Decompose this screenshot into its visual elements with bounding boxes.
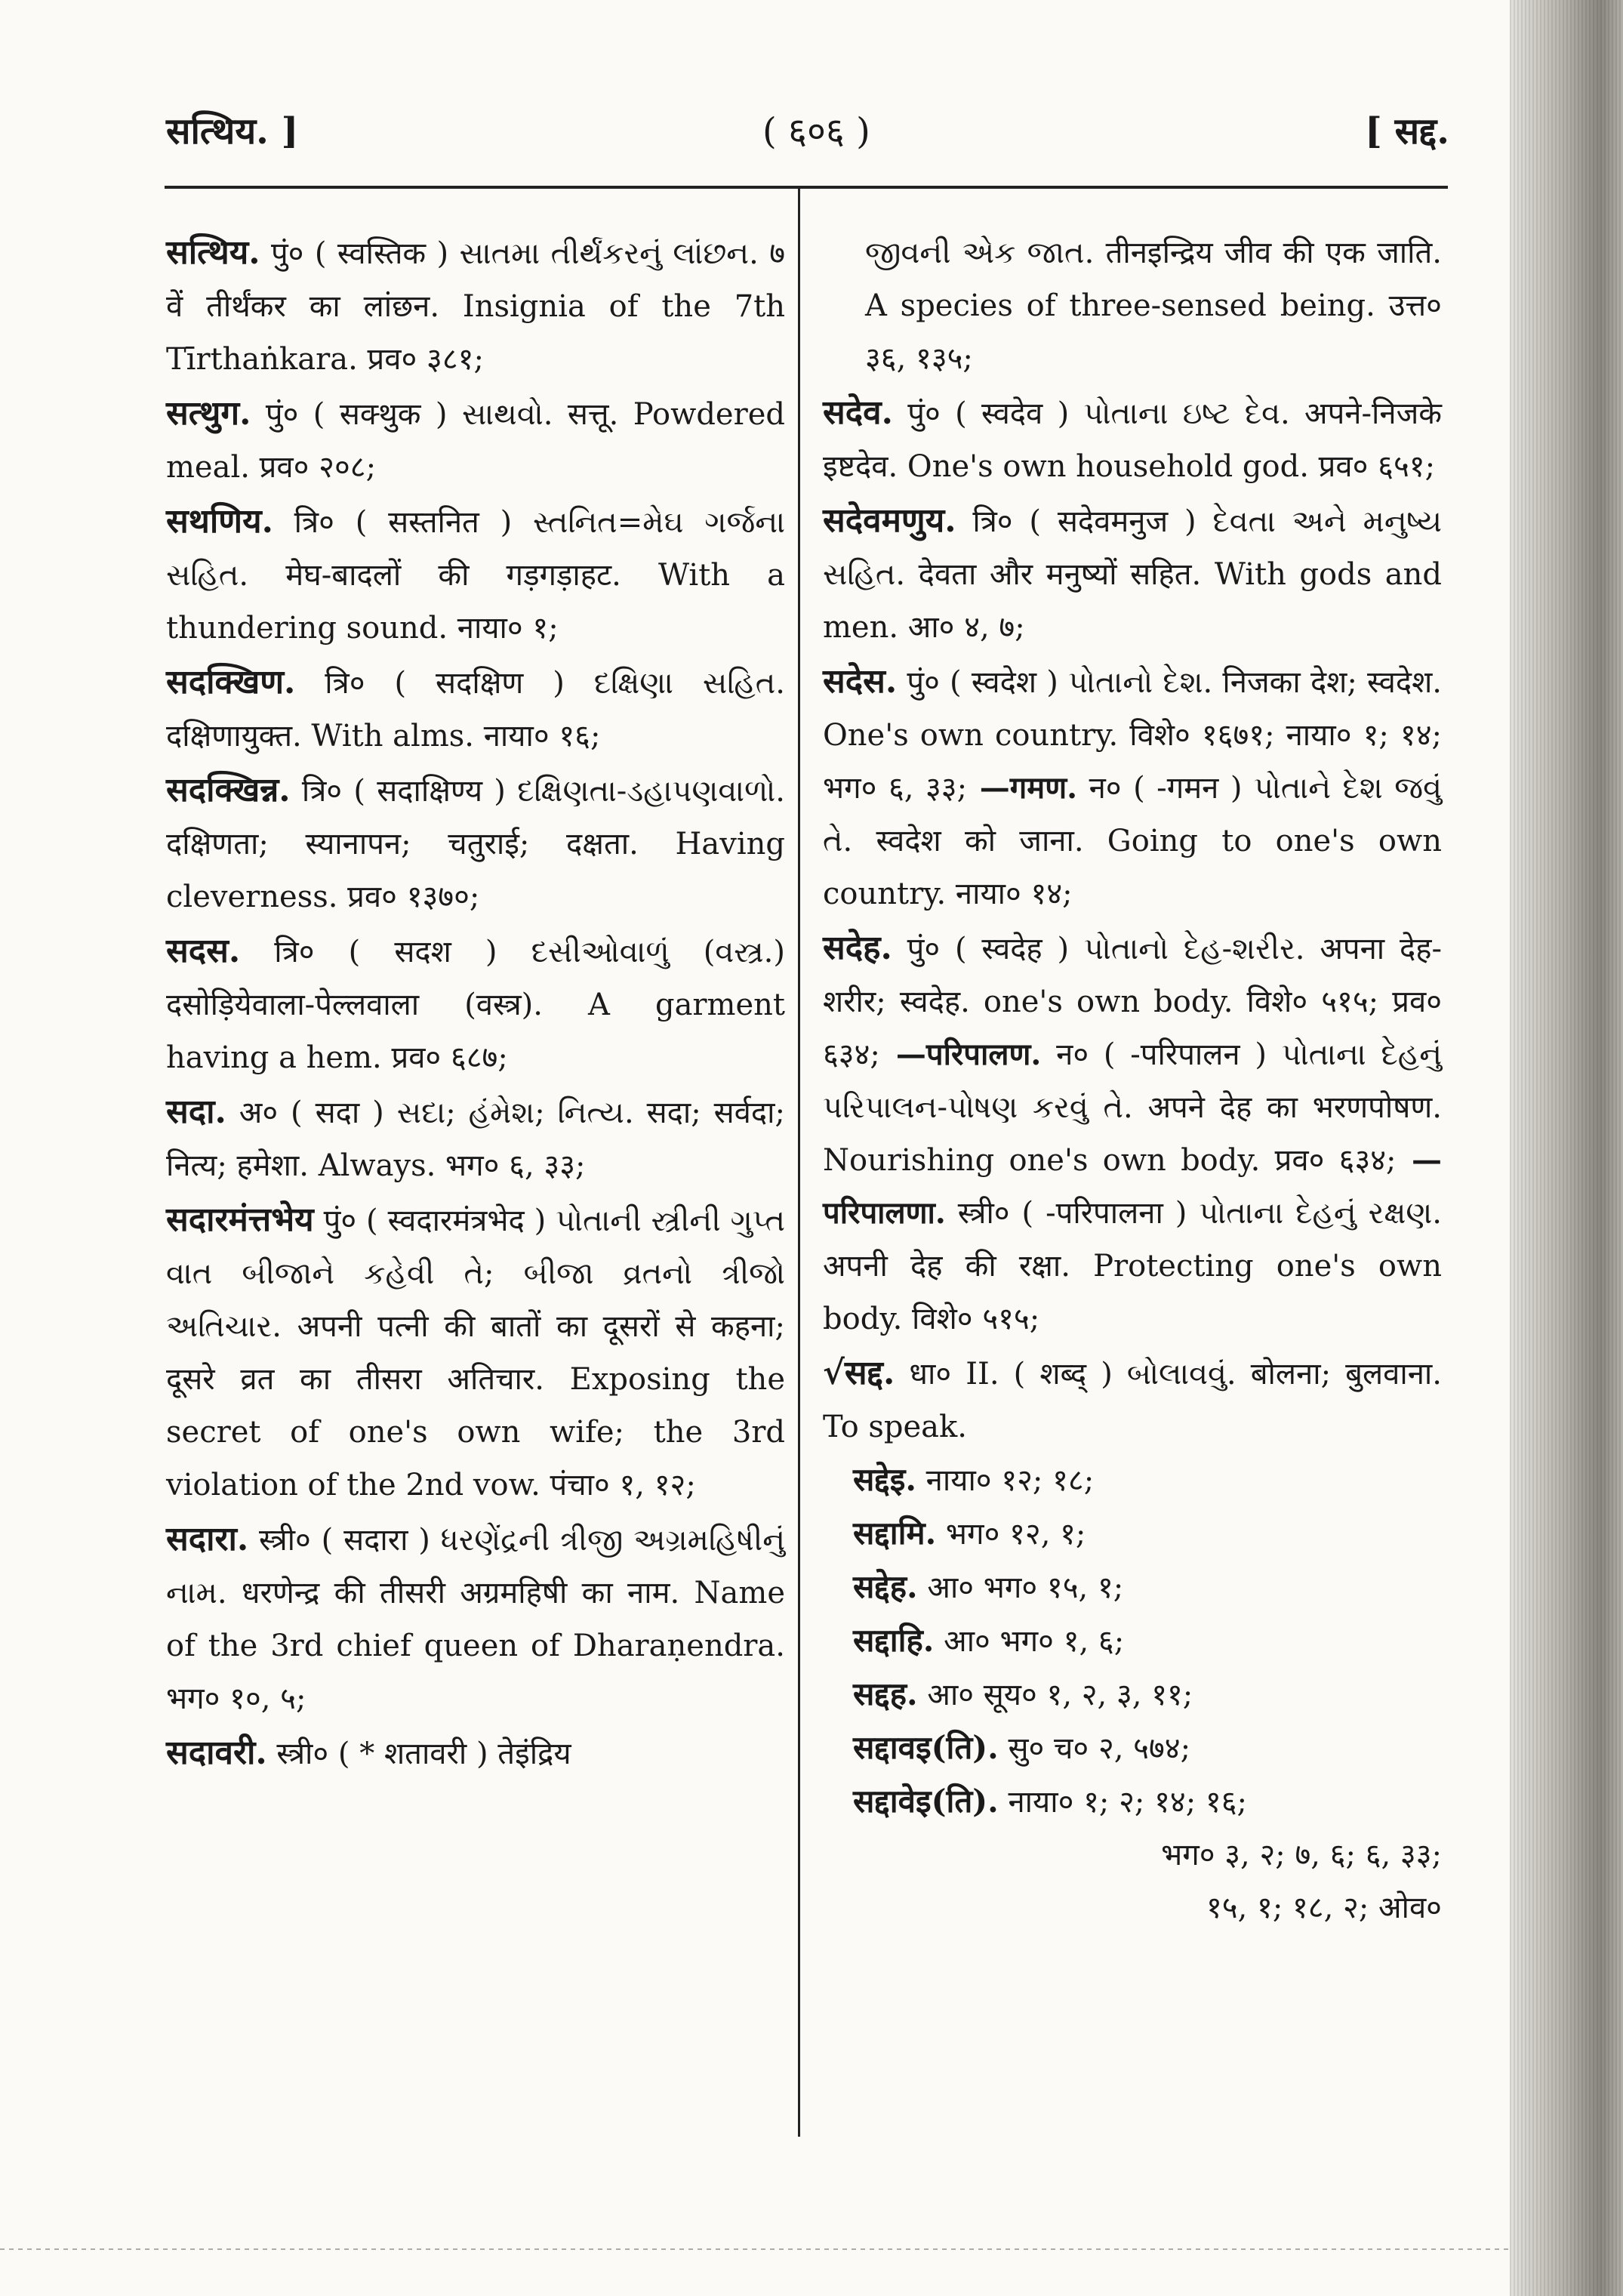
- verb-form: [823, 1507, 1442, 1561]
- dictionary-entry: [166, 1513, 785, 1725]
- form-refs: नाया० १; २; १४; १६;: [998, 1785, 1247, 1820]
- entry-body: त्रि० ( सदक्षिण ) દક્ષિણા સહિત. दक्षिणायुक्त. With alms. नाया० १६;: [166, 666, 785, 754]
- dictionary-entry: [166, 1086, 785, 1192]
- form-headword: सद्दाहि.: [853, 1622, 935, 1659]
- entry-continuation: જીવની એક જાત. तीनइन्द्रिय जीव की एक जाति. A species of three-sensed being. उत्त० ३६, १३५;: [865, 236, 1442, 376]
- sub-entry-body: न० ( -परिपालन ) પોતાના દેહનું પરિપાલન-પોષણ કરવું તે. अपने देह का भरणपोषण. Nourishing one's own body. प्रव० ६३४;: [823, 1037, 1442, 1178]
- header-right-catchword: [ सद्द.: [1365, 110, 1449, 153]
- entry-body: पुं० ( स्वदारमंत्रभेद ) પોતાની સ્ત્રીની ગુપ્ત વાત બીજાને કહેવી તે; બીજા વ્રતનો ત્રીજો અતિચાર. अपनी पत्नी की बातों का दूसरों से कहना; दूसरे व्रत का तीसरा अतिचार. Exposing the secret of one's own wife; the 3rd violation of the 2nd vow. पंचा० १, १२;: [166, 1203, 785, 1502]
- form-headword: सद्दह.: [853, 1675, 918, 1712]
- dictionary-entry: [823, 387, 1442, 493]
- dictionary-entry: [823, 922, 1442, 1345]
- dictionary-entry: [823, 495, 1442, 654]
- dictionary-entry: [166, 1194, 785, 1512]
- entry-body: पुं० ( स्वस्तिक ) સાતમા તીર્થંકરનું લાંછન. ७ वें तीर्थंकर का लांछन. Insignia of the 7th Tīrthaṅkara. प्रव० ३८१;: [166, 236, 785, 377]
- headword: सदक्खिन्न.: [166, 771, 291, 809]
- form-refs-continued: १५, १; १८, २; ओव०: [1206, 1891, 1442, 1925]
- headword: सदक्खिण.: [166, 663, 296, 701]
- entry-body: त्रि० ( सस्तनित ) સ્તનિત=મેઘ ગર્જના સહિત. मेघ-बादलों की गड़गड़ाहट. With a thundering sound. नाया० १;: [166, 505, 785, 646]
- entry-body: स्त्री० ( * शतावरी ) तेइंद्रिय: [266, 1737, 571, 1771]
- entry-body: त्रि० ( सदाक्षिण्य ) દક્ષિણતા-ડહાપણવાળો. दक्षिणता; स्यानापन; चतुराई; दक्षता. Having cleverness. प्रव० १३७०;: [166, 774, 785, 914]
- headword: सदस.: [166, 932, 241, 970]
- verb-form: [823, 1668, 1442, 1721]
- headword: सदारमंत्तभेय: [166, 1200, 314, 1239]
- entry-body: स्त्री० ( सदारा ) ધરણેંદ્રની ત્રીજી અગ્રમહિષીનું નામ. धरणेन्द्र की तीसरी अग्रमहिषी का नाम. Name of the 3rd chief queen of Dharaṇendra. भग० १०, ५;: [166, 1523, 785, 1716]
- headword: सदेवमणुय.: [823, 501, 956, 540]
- verb-form: [823, 1775, 1442, 1829]
- form-headword: सद्दावेइ(ति).: [853, 1783, 999, 1820]
- page-edge-shadow: [1510, 0, 1623, 2296]
- column-divider: [798, 189, 800, 2137]
- form-refs: आ० सूय० १, २, ३, ११;: [917, 1678, 1193, 1712]
- sub-headword: —परिपालण.: [879, 1037, 1042, 1072]
- header-rule: [165, 186, 1448, 189]
- right-column: [823, 227, 1442, 1934]
- page-number: ( ६०६ ): [762, 110, 870, 153]
- entry-body: पुं० ( स्वदेव ) પોતાના ઇષ્ટ દેવ. अपने-निजके इष्टदेव. One's own household god. प्रव० ६५१;: [823, 396, 1442, 484]
- verb-form: [823, 1561, 1442, 1614]
- dictionary-entry: [823, 1347, 1442, 1453]
- form-headword: सद्देह.: [853, 1568, 918, 1605]
- dictionary-entry: [166, 495, 785, 655]
- dictionary-entry: [166, 1727, 785, 1780]
- headword: सदेव.: [823, 393, 893, 432]
- form-refs: आ० भग० १५, १;: [917, 1570, 1124, 1605]
- form-refs-continued: भग० ३, २; ७, ६; ६, ३३;: [1161, 1838, 1442, 1872]
- form-refs: नाया० १२; १८;: [916, 1463, 1095, 1498]
- dictionary-entry: [166, 764, 785, 923]
- left-column: [166, 227, 785, 1780]
- sub-entry-body: न० ( -गमन ) પોતાને દેશ જવું તે. स्वदेश को जाना. Going to one's own country. नाया० १४;: [823, 771, 1442, 911]
- headword: सदेह.: [823, 929, 892, 967]
- form-refs: भग० १२, १;: [936, 1517, 1086, 1552]
- dictionary-entry: [823, 655, 1442, 920]
- form-refs: आ० भग० १, ६;: [934, 1624, 1125, 1659]
- form-headword: सद्दामि.: [853, 1515, 937, 1552]
- entry-body: धा० II. ( शब्द् ) બોલાવવું. बोलना; बुलवाना. To speak.: [823, 1357, 1442, 1444]
- form-refs: सु० च० २, ५७४;: [998, 1731, 1191, 1766]
- footer-dotted-rule: [0, 2248, 1510, 2250]
- entry-body: पुं० ( स्वदेश ) પોતાનો દેશ. निजका देश; स्वदेश. One's own country. विशे० १६७१; नाया० १; १४; भग० ६, ३३;: [823, 665, 1442, 806]
- dictionary-entry: [166, 227, 785, 386]
- form-headword: सद्देइ.: [853, 1461, 916, 1498]
- verb-form: [823, 1721, 1442, 1775]
- page-header: [166, 106, 1449, 166]
- headword: सत्थुग.: [166, 394, 251, 433]
- headword: सदारा.: [166, 1520, 249, 1558]
- dictionary-entry: [166, 387, 785, 494]
- dictionary-entry: [166, 925, 785, 1084]
- sub-headword: —गमण.: [967, 770, 1078, 806]
- entry-body: पुं० ( सक्थुक ) સાથવો. सत्तू. Powdered meal. प्रव० २०८;: [166, 397, 785, 485]
- sub-headword: —परिपालणा.: [823, 1142, 1442, 1231]
- header-left-catchword: सत्थिय. ]: [166, 110, 299, 153]
- entry-body: अ० ( सदा ) સદા; હંમેશ; નિત્ય. सदा; सर्वदा; नित्य; हमेशा. Always. भग० ६, ३३;: [166, 1096, 785, 1183]
- form-headword: सद्दावइ(ति).: [853, 1729, 999, 1766]
- headword: सदेस.: [823, 662, 898, 701]
- verb-form: [823, 1614, 1442, 1668]
- headword: सथणिय.: [166, 502, 273, 541]
- headword: सदावरी.: [166, 1734, 267, 1772]
- headword: √सद्द.: [823, 1354, 895, 1392]
- verb-form: [823, 1453, 1442, 1507]
- sub-entry-body: स्त्री० ( -परिपालना ) પોતાના દેહનું રક્ષણ. अपनी देह की रक्षा. Protecting one's own body. विशे० ५१५;: [823, 1196, 1442, 1336]
- entry-body: त्रि० ( सदश ) દસીઓવાળું (વસ્ત્ર.) दसोड़ियेवाला-पेल्लवाला (वस्त्र). A garment having a hem. प्रव० ६८७;: [166, 935, 785, 1075]
- entry-body: त्रि० ( सदेवमनुज ) દેવતા અને મનુષ્ય સહિત. देवता और मनुष्यों सहित. With gods and men. आ० ४, ७;: [823, 504, 1442, 645]
- dictionary-entry: [166, 656, 785, 763]
- entry-body: पुं० ( स्वदेह ) પોતાનો દેહ-શરીર. अपना देह-शरीर; स्वदेह. one's own body. विशे० ५१५; प्रव० ६३४;: [823, 932, 1442, 1072]
- headword: सत्थिय.: [166, 233, 260, 272]
- headword: सदा.: [166, 1093, 226, 1131]
